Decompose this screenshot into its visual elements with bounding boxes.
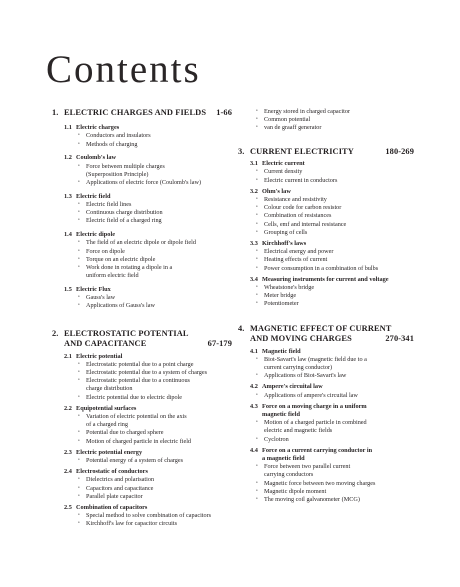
- section-1-3: [52, 193, 232, 226]
- item-text: Applications of electric force (Coulomb's law): [86, 178, 202, 186]
- section-number: 1.2: [64, 154, 72, 162]
- list-item[interactable]: [52, 493, 232, 501]
- item-text: Meter bridge: [264, 292, 297, 300]
- chapter-title: [250, 147, 414, 158]
- item-text: Heating effects of current: [264, 256, 328, 264]
- item-text: The field of an electric dipole or dipole field: [86, 239, 196, 247]
- item-text: Grouping of cells: [264, 228, 308, 236]
- bullet-icon: •: [256, 436, 258, 442]
- chapter-number: 2.: [52, 328, 59, 338]
- item-text: Electric potential due to electric dipole: [86, 393, 183, 401]
- section-heading[interactable]: [52, 193, 232, 201]
- list-item[interactable]: [52, 361, 232, 369]
- bullet-icon: •: [256, 497, 258, 503]
- section-title: Coulomb's law: [76, 154, 117, 162]
- chapter-title-line: AND MOVING CHARGES: [250, 334, 352, 344]
- item-text: van de graaff generator: [264, 124, 322, 132]
- list-item[interactable]: [238, 229, 414, 237]
- bullet-icon: •: [256, 177, 258, 183]
- bullet-icon: •: [78, 295, 80, 301]
- bullet-icon: •: [256, 125, 258, 131]
- section-2-5: [52, 504, 232, 529]
- section-number: 3.2: [250, 187, 258, 195]
- chapter-title-line: ELECTROSTATIC POTENTIAL: [64, 328, 189, 338]
- list-item[interactable]: [238, 436, 414, 444]
- bullet-icon: •: [78, 485, 80, 491]
- list-item[interactable]: [238, 177, 414, 185]
- bullet-icon: •: [78, 477, 80, 483]
- bullet-icon: •: [256, 480, 258, 486]
- bullet-icon: •: [78, 413, 80, 419]
- section-3-1: [238, 160, 414, 185]
- chapter-number: 1.: [52, 108, 59, 117]
- section-heading[interactable]: [238, 240, 414, 248]
- list-item[interactable]: [52, 457, 232, 465]
- item-text: Cyclotron: [264, 435, 289, 443]
- section-number: 1.4: [64, 231, 72, 239]
- section-title: Electric charges: [76, 124, 120, 132]
- item-text: Force between multiple charges: [86, 162, 165, 170]
- bullet-icon: •: [78, 256, 80, 262]
- bullet-icon: •: [78, 430, 80, 436]
- list-item[interactable]: [52, 413, 232, 429]
- chapter-title: [250, 324, 414, 345]
- item-text: Continuous charge distribution: [86, 209, 163, 217]
- item-text: Biot-Savart's law (magnetic field due to a: [264, 355, 367, 363]
- bullet-icon: •: [256, 301, 258, 307]
- list-item[interactable]: [238, 256, 414, 264]
- item-text: Electric field lines: [86, 200, 132, 208]
- section-number: 4.4: [250, 446, 258, 454]
- list-item[interactable]: [238, 372, 414, 380]
- section-number: 2.4: [64, 468, 72, 476]
- list-item[interactable]: [238, 168, 414, 176]
- section-title: Ohm's law: [262, 187, 291, 195]
- bullet-icon: •: [256, 392, 258, 398]
- item-text: Colour code for carbon resistor: [264, 204, 342, 212]
- chapter-number: 3.: [238, 146, 245, 156]
- section-3-3: [238, 240, 414, 273]
- item-text: Motion of charged particle in electric field: [86, 437, 192, 445]
- chapter-2: [52, 329, 232, 529]
- section-1-1: [52, 124, 232, 149]
- page-title: Contents: [46, 48, 201, 91]
- section-number: 4.1: [250, 347, 258, 355]
- list-item[interactable]: [52, 302, 232, 310]
- item-text: Potential due to charged sphere: [86, 429, 164, 437]
- bullet-icon: •: [78, 378, 80, 384]
- item-text: Conductors and insulators: [86, 132, 151, 140]
- bullet-icon: •: [256, 257, 258, 263]
- chapter-heading[interactable]: [238, 147, 414, 158]
- section-title: [262, 447, 414, 463]
- item-text-cont: charge distribution: [86, 385, 133, 393]
- chapter-title-line: ELECTRIC CHARGES AND FIELDS: [64, 108, 207, 117]
- section-number: 2.5: [64, 503, 72, 511]
- item-text: Current density: [264, 168, 303, 176]
- section-heading[interactable]: [238, 160, 414, 168]
- list-item[interactable]: [52, 179, 232, 187]
- chapter-pages: 67-179: [207, 339, 232, 349]
- bullet-icon: •: [78, 141, 80, 147]
- bullet-icon: •: [256, 284, 258, 290]
- item-text: Potentiometer: [264, 300, 299, 308]
- section-title: Magnetic field: [262, 347, 301, 355]
- bullet-icon: •: [78, 179, 80, 185]
- section-2-2: [52, 405, 232, 446]
- section-heading[interactable]: [238, 447, 414, 463]
- section-number: 1.5: [64, 285, 72, 293]
- bullet-icon: •: [256, 373, 258, 379]
- chapter-title: [64, 108, 232, 119]
- section-title-line: Force on a moving charge in a uniform: [262, 402, 367, 410]
- section-number: 4.3: [250, 402, 258, 410]
- list-item[interactable]: [52, 132, 232, 140]
- list-item[interactable]: [238, 356, 414, 372]
- section-number: 4.2: [250, 383, 258, 391]
- section-number: 3.4: [250, 275, 258, 283]
- bullet-icon: •: [256, 464, 258, 470]
- section-heading[interactable]: [52, 286, 232, 294]
- bullet-icon: •: [256, 420, 258, 426]
- section-title: Electrostatic of conductors: [76, 468, 148, 476]
- bullet-icon: •: [256, 229, 258, 235]
- item-text: Force between two parallel current: [264, 463, 351, 471]
- section-title: Equipotential surfaces: [76, 404, 137, 412]
- chapter-title: [64, 329, 232, 350]
- bullet-icon: •: [256, 169, 258, 175]
- chapter-title-line: MAGNETIC EFFECT OF CURRENT: [250, 323, 392, 333]
- list-item[interactable]: [52, 520, 232, 528]
- list-item[interactable]: [52, 209, 232, 217]
- chapter-title-line: AND CAPACITANCE: [64, 339, 147, 349]
- section-3-2: [238, 188, 414, 237]
- bullet-icon: •: [256, 293, 258, 299]
- list-item[interactable]: [238, 480, 414, 488]
- section-1-2: [52, 154, 232, 187]
- bullet-icon: •: [78, 438, 80, 444]
- item-text: Capacitors and capacitance: [86, 484, 154, 492]
- list-item[interactable]: [238, 124, 414, 132]
- list-item[interactable]: [238, 496, 414, 504]
- list-item[interactable]: [52, 369, 232, 377]
- item-text: Parallel plate capacitor: [86, 492, 143, 500]
- section-2-1: [52, 353, 232, 402]
- section-1-5: [52, 286, 232, 311]
- bullet-icon: •: [256, 109, 258, 114]
- list-item[interactable]: [238, 108, 414, 116]
- chapter-heading[interactable]: [52, 329, 232, 350]
- item-text: Electrostatic potential due to a continuous: [86, 377, 190, 385]
- item-text: Applications of ampere's circuital law: [264, 391, 358, 399]
- item-text: Electric current in conductors: [264, 176, 338, 184]
- bullet-icon: •: [78, 457, 80, 463]
- list-item[interactable]: [52, 377, 232, 393]
- list-item[interactable]: [238, 204, 414, 212]
- item-text-cont: (Superposition Principle): [86, 170, 149, 178]
- list-item[interactable]: [238, 463, 414, 479]
- section-title-line: a magnetic field: [262, 455, 305, 462]
- section-4-3: [238, 403, 414, 444]
- item-text: Methods of charging: [86, 140, 138, 148]
- list-item[interactable]: [52, 438, 232, 446]
- item-text: Force on dipole: [86, 247, 125, 255]
- item-text-cont: electric and magnetic fields: [264, 427, 333, 435]
- section-number: 1.3: [64, 192, 72, 200]
- item-text: The moving coil galvanometer (MCG): [264, 496, 360, 504]
- item-text-cont: uniform electric field: [86, 272, 139, 280]
- bullet-icon: •: [256, 356, 258, 362]
- bullet-icon: •: [78, 513, 80, 519]
- contents-column-right: [238, 108, 414, 504]
- item-text: Power consumption in a combination of bulbs: [264, 264, 379, 272]
- section-title: Combination of capacitors: [76, 503, 148, 511]
- bullet-icon: •: [256, 205, 258, 211]
- section-heading[interactable]: [238, 188, 414, 196]
- section-heading[interactable]: [52, 504, 232, 512]
- item-text: Work done in rotating a dipole in a: [86, 263, 173, 271]
- chapter-heading[interactable]: [52, 108, 232, 119]
- bullet-icon: •: [78, 240, 80, 246]
- item-text: Wheatstone's bridge: [264, 283, 315, 291]
- item-text: Common potential: [264, 116, 311, 124]
- section-heading[interactable]: [52, 353, 232, 361]
- chapter-heading[interactable]: [238, 324, 414, 345]
- list-item[interactable]: [238, 292, 414, 300]
- list-item[interactable]: [238, 221, 414, 229]
- section-number: 2.2: [64, 404, 72, 412]
- item-text: Electrical energy and power: [264, 248, 334, 256]
- section-title-line: magnetic field: [262, 410, 300, 418]
- section-title: Electric Flux: [76, 285, 111, 293]
- section-title: Electric current: [262, 160, 305, 168]
- section-1-4: [52, 231, 232, 280]
- item-text: Applications of Gauss's law: [86, 302, 155, 310]
- section-heading[interactable]: [238, 276, 414, 284]
- section-title: Ampere's circuital law: [262, 383, 323, 391]
- list-item[interactable]: [52, 217, 232, 225]
- list-item[interactable]: [238, 212, 414, 220]
- bullet-icon: •: [78, 361, 80, 367]
- list-item[interactable]: [238, 196, 414, 204]
- item-text: Cells, emf and internal resistance: [264, 220, 347, 228]
- list-item[interactable]: [52, 294, 232, 302]
- item-text: Energy stored in charged capacitor: [264, 108, 351, 115]
- list-item[interactable]: [238, 300, 414, 308]
- list-item[interactable]: [238, 116, 414, 124]
- list-item[interactable]: [238, 419, 414, 435]
- bullet-icon: •: [78, 163, 80, 169]
- bullet-icon: •: [78, 303, 80, 309]
- item-text: Dielectrics and polarisation: [86, 476, 155, 484]
- list-item[interactable]: [238, 392, 414, 400]
- list-item[interactable]: [52, 394, 232, 402]
- item-text-cont: carrying conductors: [264, 471, 314, 479]
- section-title-line: Force on a current carrying conductor in: [262, 446, 373, 454]
- section-2-3: [52, 449, 232, 465]
- item-text: Electric field of a charged ring: [86, 217, 162, 225]
- section-heading[interactable]: [238, 383, 414, 391]
- item-text: Applications of Biot-Savart's law: [264, 372, 347, 380]
- bullet-icon: •: [78, 133, 80, 139]
- bullet-icon: •: [256, 249, 258, 255]
- section-4-1: [238, 348, 414, 381]
- chapter-4: [238, 324, 414, 505]
- bullet-icon: •: [78, 218, 80, 224]
- section-2-4: [52, 468, 232, 501]
- section-number: 1.1: [64, 124, 72, 132]
- section-heading[interactable]: [238, 348, 414, 356]
- list-item[interactable]: [238, 265, 414, 273]
- chapter-pages: 180-269: [385, 146, 414, 156]
- item-text-cont: of a charged ring: [86, 421, 128, 429]
- section-heading[interactable]: [52, 154, 232, 162]
- chapter-1: [52, 108, 232, 311]
- section-heading[interactable]: [52, 468, 232, 476]
- section-title: Electric potential: [76, 352, 123, 360]
- list-item[interactable]: [238, 248, 414, 256]
- chapter-title-line: CURRENT ELECTRICITY: [250, 146, 354, 156]
- section-heading[interactable]: [52, 124, 232, 132]
- bullet-icon: •: [78, 264, 80, 270]
- section-title: Electric potential energy: [76, 448, 143, 456]
- section-title: [262, 403, 414, 419]
- continued-items: [238, 108, 414, 133]
- section-title: Electric field: [76, 192, 111, 200]
- item-text: Special method to solve combination of capacitors: [86, 512, 212, 520]
- list-item[interactable]: [52, 485, 232, 493]
- item-text: Combination of resistances: [264, 212, 332, 220]
- section-number: 2.3: [64, 448, 72, 456]
- section-title: Electric dipole: [76, 231, 115, 239]
- bullet-icon: •: [78, 394, 80, 400]
- bullet-icon: •: [256, 196, 258, 202]
- bullet-icon: •: [256, 117, 258, 123]
- item-text: Resistance and resistivity: [264, 195, 327, 203]
- item-text: Magnetic force between two moving charges: [264, 479, 376, 487]
- list-item[interactable]: [52, 163, 232, 179]
- item-text: Motion of a charged particle in combined: [264, 419, 367, 427]
- section-heading[interactable]: [238, 403, 414, 419]
- list-item[interactable]: [52, 239, 232, 247]
- section-4-4: [238, 447, 414, 504]
- list-item[interactable]: [238, 284, 414, 292]
- bullet-icon: •: [78, 248, 80, 254]
- list-item[interactable]: [52, 248, 232, 256]
- item-text: Electrostatic potential due to a point charge: [86, 360, 194, 368]
- section-title: Kirchhoff's laws: [262, 239, 307, 247]
- item-text: Electrostatic potential due to a system of charges: [86, 368, 208, 376]
- item-text: Magnetic dipole moment: [264, 487, 327, 495]
- item-text: Torque on an electric dipole: [86, 255, 156, 263]
- chapter-pages: 1-66: [216, 108, 232, 117]
- list-item[interactable]: [52, 141, 232, 149]
- item-text: Potential energy of a system of charges: [86, 456, 184, 464]
- item-text-cont: current carrying conductor): [264, 363, 333, 371]
- item-text: Gauss's law: [86, 294, 116, 302]
- section-title: Measuring instruments for current and voltage: [262, 275, 389, 283]
- section-heading[interactable]: [52, 449, 232, 457]
- list-item[interactable]: [52, 256, 232, 264]
- section-number: 2.1: [64, 352, 72, 360]
- section-4-2: [238, 383, 414, 399]
- list-item[interactable]: [238, 488, 414, 496]
- bullet-icon: •: [256, 265, 258, 271]
- chapter-3: [238, 147, 414, 309]
- bullet-icon: •: [78, 201, 80, 207]
- contents-column-left: [52, 108, 232, 529]
- section-3-4: [238, 276, 414, 309]
- list-item[interactable]: [52, 264, 232, 280]
- item-text: Variation of electric potential on the axis: [86, 412, 187, 420]
- bullet-icon: •: [78, 369, 80, 375]
- bullet-icon: •: [78, 210, 80, 216]
- bullet-icon: •: [256, 221, 258, 227]
- section-number: 3.3: [250, 239, 258, 247]
- list-item[interactable]: [52, 476, 232, 484]
- list-item[interactable]: [52, 429, 232, 437]
- list-item[interactable]: [52, 512, 232, 520]
- section-number: 3.1: [250, 160, 258, 168]
- chapter-pages: 270-341: [385, 334, 414, 344]
- bullet-icon: •: [78, 493, 80, 499]
- bullet-icon: •: [256, 488, 258, 494]
- section-heading[interactable]: [52, 231, 232, 239]
- list-item[interactable]: [52, 201, 232, 209]
- item-text: Kirchhoff's law for capacitor circuits: [86, 520, 178, 528]
- section-heading[interactable]: [52, 405, 232, 413]
- chapter-number: 4.: [238, 323, 245, 333]
- bullet-icon: •: [78, 521, 80, 527]
- bullet-icon: •: [256, 213, 258, 219]
